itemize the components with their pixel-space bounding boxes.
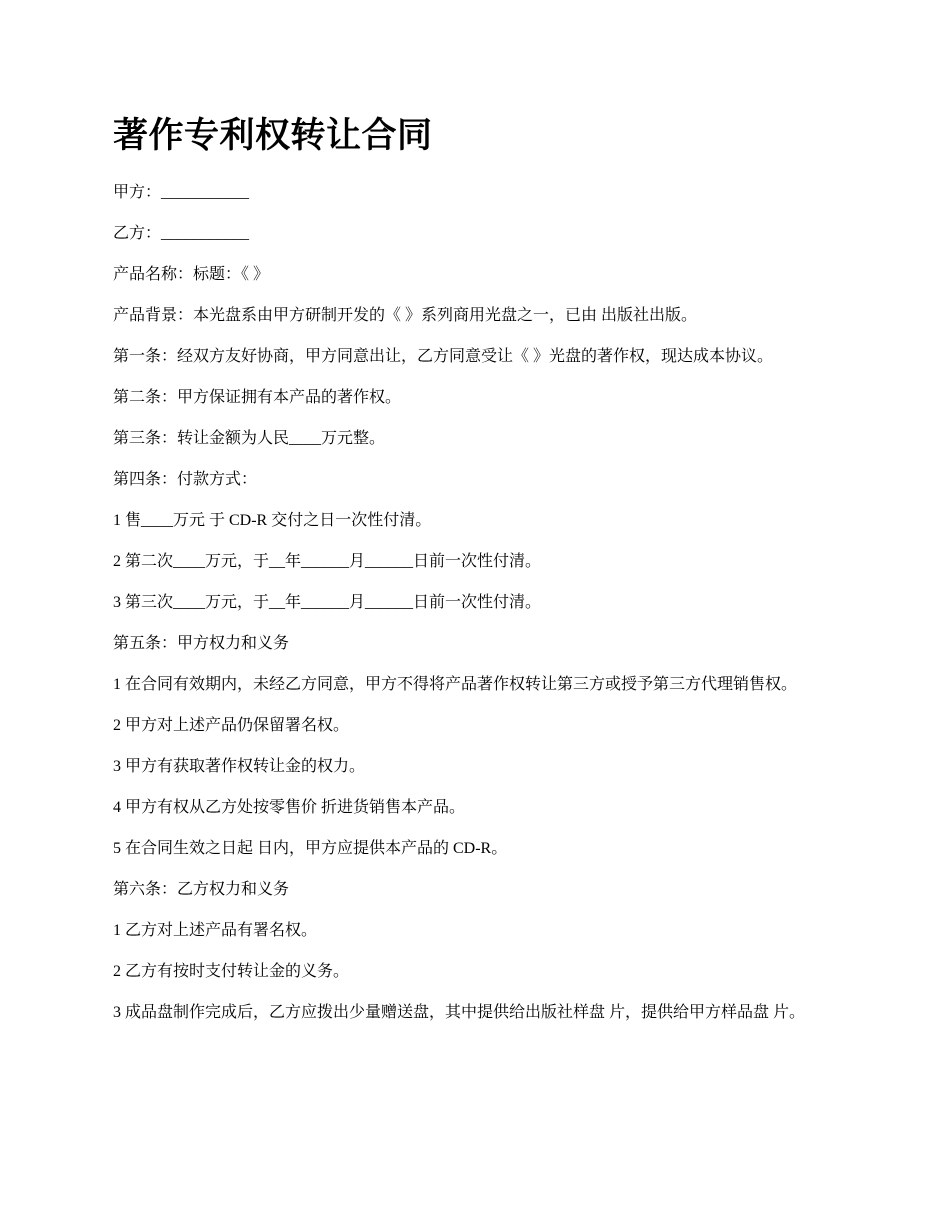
document-title: 著作专利权转让合同 [113, 116, 433, 156]
party-a-duty-3: 3 甲方有获取著作权转让金的权力。 [113, 758, 366, 775]
party-a-duty-5: 5 在合同生效之日起 日内，甲方应提供本产品的 CD-R。 [113, 840, 508, 857]
payment-item-3: 3 第三次____万元，于__年______月______日前一次性付清。 [113, 594, 542, 611]
article-6-heading: 第六条：乙方权力和义务 [113, 881, 290, 898]
article-2: 第二条：甲方保证拥有本产品的著作权。 [113, 389, 402, 406]
party-b-line: 乙方：___________ [113, 225, 250, 242]
document-page [113, 112, 838, 1043]
product-background: 产品背景：本光盘系由甲方研制开发的《 》系列商用光盘之一，已由 出版社出版。 [113, 307, 698, 324]
party-b-duty-2: 2 乙方有按时支付转让金的义务。 [113, 963, 350, 980]
article-5-heading: 第五条：甲方权力和义务 [113, 635, 290, 652]
article-1: 第一条：经双方友好协商，甲方同意出让，乙方同意受让《 》光盘的著作权，现达成本协议。 [113, 348, 774, 365]
payment-item-1: 1 售____万元 于 CD-R 交付之日一次性付清。 [113, 512, 432, 529]
party-b-duty-1: 1 乙方对上述产品有署名权。 [113, 922, 318, 939]
party-a-duty-2: 2 甲方对上述产品仍保留署名权。 [113, 717, 350, 734]
party-a-duty-4: 4 甲方有权从乙方处按零售价 折进货销售本产品。 [113, 799, 466, 816]
article-4-heading: 第四条：付款方式： [113, 471, 258, 488]
product-name: 产品名称：标题：《 》 [113, 266, 270, 283]
party-b-duty-3: 3 成品盘制作完成后，乙方应拨出少量赠送盘，其中提供给出版社样盘 片，提供给甲方样品盘 片。 [113, 1004, 806, 1021]
party-a-line: 甲方：___________ [113, 184, 250, 201]
payment-item-2: 2 第二次____万元，于__年______月______日前一次性付清。 [113, 553, 542, 570]
party-a-duty-1: 1 在合同有效期内，未经乙方同意，甲方不得将产品著作权转让第三方或授予第三方代理销售权。 [113, 676, 798, 693]
article-3: 第三条：转让金额为人民____万元整。 [113, 430, 386, 447]
